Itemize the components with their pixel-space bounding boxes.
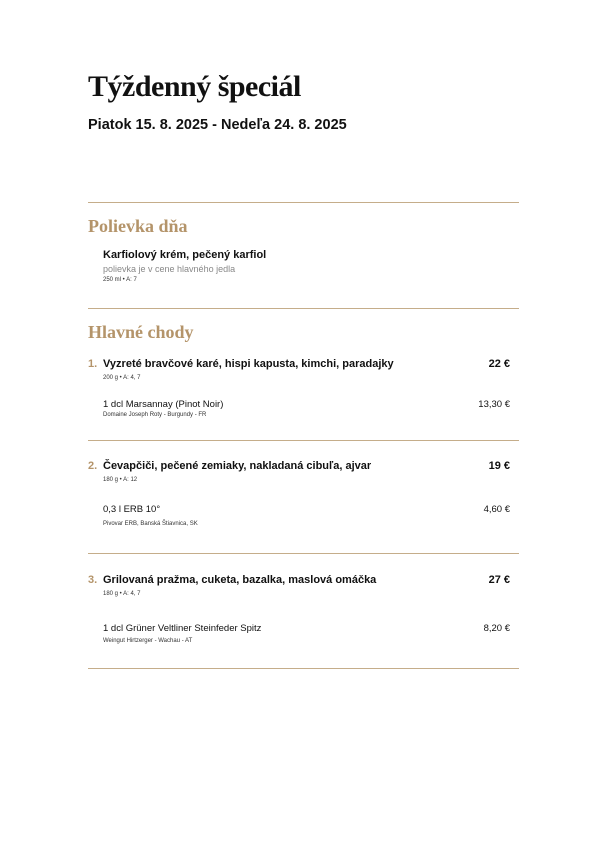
pairing-origin: Pivovar ERB, Banská Štiavnica, SK bbox=[103, 521, 198, 527]
item-meta: 180 g • A: 12 bbox=[103, 477, 138, 483]
pairing-origin: Domaine Joseph Roty - Burgundy - FR bbox=[103, 412, 207, 418]
pairing-price: 4,60 € bbox=[483, 504, 510, 515]
mains-section-title: Hlavné chody bbox=[88, 322, 194, 342]
item-price: 22 € bbox=[488, 358, 510, 370]
pairing-name: 1 dcl Marsannay (Pinot Noir) bbox=[103, 399, 224, 410]
pairing-name: 1 dcl Grüner Veltliner Steinfeder Spitz bbox=[103, 623, 262, 634]
divider bbox=[88, 668, 519, 669]
item-price: 19 € bbox=[488, 460, 510, 472]
soup-meta: 250 ml • A: 7 bbox=[103, 277, 137, 283]
soup-name: Karfiolový krém, pečený karfiol bbox=[103, 249, 267, 261]
date-range: Piatok 15. 8. 2025 - Nedeľa 24. 8. 2025 bbox=[88, 117, 347, 133]
soup-section-title: Polievka dňa bbox=[88, 216, 188, 236]
divider bbox=[88, 308, 519, 309]
soup-description: polievka je v cene hlavného jedla bbox=[103, 264, 236, 274]
divider bbox=[88, 202, 519, 203]
item-name: Čevapčiči, pečené zemiaky, nakladaná cibuľa, ajvar bbox=[103, 460, 372, 472]
page-title: Týždenný špeciál bbox=[88, 70, 301, 103]
item-number: 1. bbox=[88, 358, 98, 370]
item-meta: 200 g • A: 4, 7 bbox=[103, 375, 141, 381]
divider bbox=[88, 440, 519, 441]
item-name: Vyzreté bravčové karé, hispi kapusta, kimchi, paradajky bbox=[103, 358, 394, 370]
pairing-origin: Weingut Hirtzerger - Wachau - AT bbox=[103, 638, 193, 644]
item-price: 27 € bbox=[488, 574, 510, 586]
item-name: Grilovaná pražma, cuketa, bazalka, maslová omáčka bbox=[103, 574, 377, 586]
pairing-name: 0,3 l ERB 10° bbox=[103, 504, 161, 515]
item-number: 3. bbox=[88, 574, 98, 586]
item-meta: 180 g • A: 4, 7 bbox=[103, 591, 141, 597]
pairing-price: 8,20 € bbox=[483, 623, 510, 634]
item-number: 2. bbox=[88, 460, 98, 472]
pairing-price: 13,30 € bbox=[478, 399, 510, 410]
divider bbox=[88, 553, 519, 554]
